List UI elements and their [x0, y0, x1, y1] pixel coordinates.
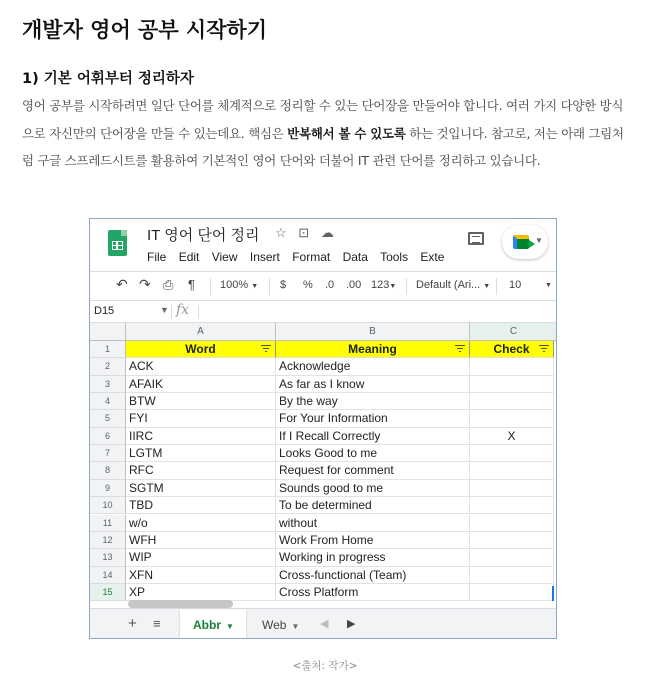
cloud-status-icon[interactable]: ☁ — [320, 225, 334, 240]
word-cell[interactable]: XFN — [126, 567, 276, 584]
word-cell[interactable]: IIRC — [126, 428, 276, 445]
table-row — [90, 515, 556, 532]
meaning-cell[interactable]: For Your Information — [276, 410, 470, 427]
header-check-label: Check — [493, 342, 530, 356]
chevron-down-icon: ▼ — [389, 283, 397, 290]
star-icon[interactable]: ☆ — [275, 225, 287, 240]
table-row — [90, 532, 556, 549]
meaning-cell[interactable]: without — [276, 515, 470, 532]
para-text-1: 영어 공부를 시작하려면 일단 단어를 체계적으로 정리할 수 있는 단어장을 만들어야 합니다. 여러 가지 다양한 방식으로 자신만의 단어장을 만들 수 있는데요. 핵심은 — [22, 98, 624, 141]
chevron-down-icon[interactable]: ▼ — [160, 305, 169, 315]
header-row — [90, 341, 556, 358]
header-meaning-cell[interactable] — [276, 341, 470, 358]
meet-icon — [513, 235, 529, 249]
more-formats-button[interactable] — [371, 279, 396, 291]
row-number[interactable]: 10 — [90, 497, 126, 514]
chevron-down-icon: ▼ — [226, 622, 234, 631]
word-cell[interactable]: FYI — [126, 410, 276, 427]
row-number[interactable]: 15 — [90, 584, 126, 601]
word-cell[interactable]: RFC — [126, 462, 276, 479]
word-cell[interactable]: WFH — [126, 532, 276, 549]
check-cell[interactable] — [470, 410, 554, 427]
table-row — [90, 584, 556, 601]
meaning-cell[interactable]: Cross Platform — [276, 584, 470, 601]
table-row — [90, 428, 556, 445]
cell-grid — [90, 323, 556, 599]
currency-format-button[interactable]: $ — [280, 279, 287, 291]
row-number[interactable]: 9 — [90, 480, 126, 497]
check-cell[interactable] — [470, 497, 554, 514]
image-caption: <출처: 작가> — [292, 660, 358, 672]
word-cell[interactable]: BTW — [126, 393, 276, 410]
column-header-a[interactable]: A — [126, 323, 276, 341]
formula-bar — [90, 301, 556, 323]
fx-icon: fx — [176, 302, 190, 318]
table-row — [90, 549, 556, 566]
table-row — [90, 497, 556, 514]
para-emphasis: 반복해서 볼 수 있도록 — [287, 125, 406, 141]
row-number[interactable]: 8 — [90, 462, 126, 479]
table-row — [90, 358, 556, 375]
table-row — [90, 462, 556, 479]
menu-tools[interactable]: Tools — [380, 250, 409, 264]
font-value: Default (Ari... — [416, 279, 481, 291]
menu-extensions[interactable]: Exte — [420, 250, 445, 264]
name-box[interactable]: D15 — [94, 305, 115, 317]
table-row — [90, 410, 556, 427]
chevron-down-icon: ▼ — [483, 283, 491, 290]
table-row — [90, 393, 556, 410]
tab-abbr[interactable] — [180, 609, 246, 639]
paint-format-icon[interactable]: ¶ — [188, 277, 195, 292]
chevron-down-icon: ▼ — [535, 236, 543, 245]
menu-format[interactable]: Format — [292, 250, 331, 264]
decrease-decimal-button[interactable]: .0 — [325, 279, 335, 291]
meaning-cell[interactable]: Sounds good to me — [276, 480, 470, 497]
column-header-b[interactable]: B — [276, 323, 470, 341]
word-cell[interactable]: AFAIK — [126, 376, 276, 393]
undo-icon[interactable]: ↶ — [116, 276, 128, 292]
check-cell[interactable] — [470, 549, 554, 566]
selected-cell-edge — [552, 586, 554, 601]
document-title[interactable]: IT 영어 단어 정리 — [147, 227, 260, 244]
tab-web[interactable] — [262, 618, 299, 632]
tab-abbr-label: Abbr — [193, 618, 221, 632]
filter-icon[interactable] — [539, 345, 549, 353]
check-cell[interactable] — [470, 515, 554, 532]
zoom-select[interactable] — [220, 279, 258, 291]
article-title: 개발자 영어 공부 시작하기 — [22, 18, 268, 42]
word-cell[interactable]: XP — [126, 584, 276, 601]
filter-icon[interactable] — [455, 345, 465, 353]
table-row — [90, 480, 556, 497]
meaning-cell[interactable]: As far as I know — [276, 376, 470, 393]
table-row — [90, 567, 556, 584]
folder-move-icon[interactable]: ⊡ — [298, 225, 310, 240]
check-cell[interactable] — [470, 358, 554, 375]
all-sheets-icon[interactable]: ≡ — [153, 616, 161, 631]
check-cell[interactable] — [470, 376, 554, 393]
sheets-logo-icon[interactable] — [108, 230, 127, 256]
section-title: 1) 기본 어휘부터 정리하자 — [22, 71, 194, 87]
menu-insert[interactable]: Insert — [249, 250, 280, 264]
chevron-down-icon: ▼ — [251, 283, 259, 290]
check-cell[interactable] — [470, 480, 554, 497]
row-number[interactable]: 5 — [90, 410, 126, 427]
chevron-down-icon: ▼ — [291, 622, 300, 631]
para-text-2: 하는 것입니다. 참고로, 저는 아래 그림처럼 구글 스프레드시트를 활용하여 기본적인 영어 단어와 더불어 IT 관련 단어를 정리하고 있습니다. — [22, 125, 624, 168]
row-number[interactable]: 6 — [90, 428, 126, 445]
select-all-corner[interactable] — [90, 323, 126, 341]
filter-icon[interactable] — [261, 345, 271, 353]
word-cell[interactable]: ACK — [126, 358, 276, 375]
meet-button[interactable] — [502, 225, 548, 259]
menu-edit[interactable]: Edit — [178, 250, 200, 264]
table-row — [90, 445, 556, 462]
column-header-c[interactable]: C — [470, 323, 557, 341]
header-check-cell[interactable] — [470, 341, 554, 358]
header-meaning-label: Meaning — [348, 342, 397, 356]
percent-format-button[interactable]: % — [303, 279, 313, 291]
toolbar — [90, 271, 556, 301]
word-cell[interactable]: SGTM — [126, 480, 276, 497]
horizontal-scrollbar[interactable] — [128, 600, 233, 608]
row-number[interactable]: 3 — [90, 376, 126, 393]
header-word-cell[interactable] — [126, 341, 276, 358]
title-icons — [275, 225, 342, 241]
check-cell[interactable] — [470, 462, 554, 479]
sheet-titlebar — [90, 219, 556, 271]
row-number[interactable]: 7 — [90, 445, 126, 462]
menu-view[interactable]: View — [211, 250, 238, 264]
header-word-label: Word — [185, 342, 216, 356]
meaning-cell[interactable]: If I Recall Correctly — [276, 428, 470, 445]
row-number[interactable]: 14 — [90, 567, 126, 584]
row-number[interactable]: 4 — [90, 393, 126, 410]
chevron-down-icon[interactable]: ▼ — [545, 282, 552, 289]
meaning-cell[interactable]: By the way — [276, 393, 470, 410]
redo-icon[interactable]: ↷ — [139, 276, 151, 292]
tab-web-label: Web — [262, 618, 287, 632]
row-number[interactable]: 2 — [90, 358, 126, 375]
row-number[interactable]: 12 — [90, 532, 126, 549]
word-cell[interactable]: LGTM — [126, 445, 276, 462]
font-size-select[interactable]: 10 — [509, 279, 522, 291]
check-cell[interactable] — [470, 567, 554, 584]
menu-bar — [147, 250, 453, 264]
print-icon[interactable]: ⎙ — [163, 277, 174, 292]
meaning-cell[interactable]: Request for comment — [276, 462, 470, 479]
comment-icon[interactable] — [468, 232, 484, 245]
sheet-tab-bar — [90, 608, 556, 639]
add-sheet-button[interactable]: + — [128, 615, 137, 632]
menu-file[interactable]: File — [147, 250, 167, 264]
meaning-cell[interactable]: Acknowledge — [276, 358, 470, 375]
row-number[interactable]: 11 — [90, 515, 126, 532]
word-cell[interactable]: WIP — [126, 549, 276, 566]
check-cell[interactable]: X — [470, 428, 554, 445]
more-formats-label: 123 — [371, 279, 390, 291]
increase-decimal-button[interactable]: .00 — [346, 279, 362, 291]
meaning-cell[interactable]: Cross-functional (Team) — [276, 567, 470, 584]
meaning-cell[interactable]: Working in progress — [276, 549, 470, 566]
word-cell[interactable]: w/o — [126, 515, 276, 532]
table-row — [90, 376, 556, 393]
word-cell[interactable]: TBD — [126, 497, 276, 514]
chevron-left-icon[interactable]: ◀ — [320, 618, 329, 630]
menu-data[interactable]: Data — [342, 250, 368, 264]
spreadsheet-screenshot — [89, 218, 557, 639]
check-cell[interactable] — [470, 393, 554, 410]
check-cell[interactable] — [470, 445, 554, 462]
font-select[interactable] — [416, 279, 490, 291]
row-number[interactable]: 1 — [90, 341, 126, 358]
meaning-cell[interactable]: To be determined — [276, 497, 470, 514]
check-cell[interactable] — [470, 584, 554, 601]
meaning-cell[interactable]: Work From Home — [276, 532, 470, 549]
meaning-cell[interactable]: Looks Good to me — [276, 445, 470, 462]
zoom-value: 100% — [220, 279, 249, 291]
chevron-right-icon[interactable]: ▶ — [347, 618, 356, 630]
row-number[interactable]: 13 — [90, 549, 126, 566]
intro-paragraph — [22, 92, 634, 175]
check-cell[interactable] — [470, 532, 554, 549]
